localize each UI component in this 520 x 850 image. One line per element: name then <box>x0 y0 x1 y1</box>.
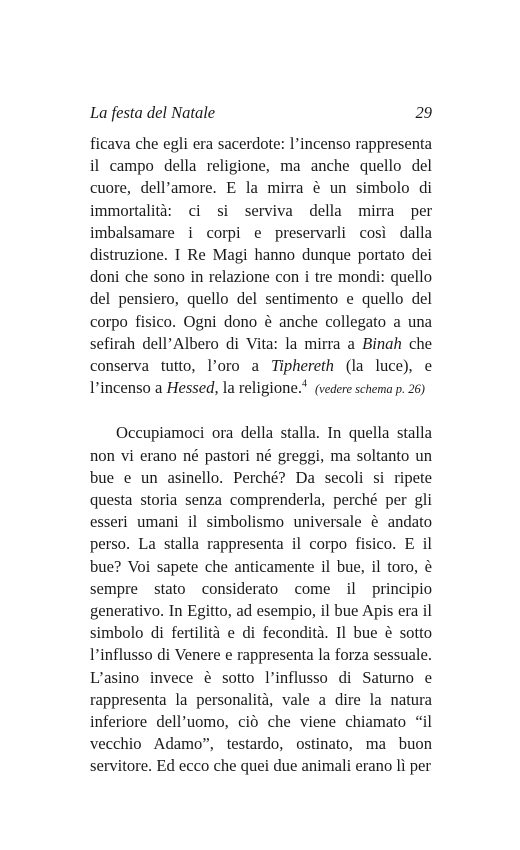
chapter-title: La festa del Natale <box>90 103 216 122</box>
paragraph-1-text-b: che conserva tutto, l’oro a <box>90 333 432 376</box>
body-text <box>90 133 432 778</box>
paragraph-1-text-c: (la luce), e l’incenso a <box>90 356 432 398</box>
page-number: 29 <box>415 103 432 122</box>
schema-reference-note: (vedere schema p. 26) <box>314 382 425 397</box>
term-tiphereth: Tiphereth <box>270 356 334 376</box>
footnote-marker: 4 <box>301 378 307 390</box>
paragraph-2: Occupiamoci ora della stalla. In quella stalla non vi erano né pastori né greggi, ma soltanto un bue e un asinello. Perché? Da secoli si ripete questa storia senza comprenderla, perché per gli esseri umani il simbolismo universale è andato perso. La stalla rappresenta il corpo fisico. E il bue? Voi sapete che anticamente il bue, il toro, è sempre stato considerato come il principio generativo. In Egitto, ad esempio, il bue Apis era il simbolo di fertilità e di fecondità. Il bue è sotto l’influsso di Venere e rappresenta la forza sessuale. L’asino invece è sotto l’influsso di Saturno e rappresenta la personalità, vale a dire la natura inferiore dell’uomo, ciò che viene chiamato “il vecchio Adamo”, testardo, ostinato, ma buon servitore. Ed ecco che quei due animali erano lì per <box>90 423 432 776</box>
paragraph-1 <box>90 133 432 400</box>
term-hessed: Hessed <box>166 378 215 398</box>
paragraph-1-text-d: , la religione. <box>214 378 302 398</box>
running-header <box>90 103 432 123</box>
term-binah: Binah <box>362 333 402 353</box>
paragraph-1-text-a: ficava che egli era sacerdote: l’incenso rappresenta il campo della religione, ma anche quello del cuore, dell’amore. E la mirra è un simbolo di immortalità: ci si serviva della mirra per imbalsamare i corpi e preservarli così dalla distruzione. I Re Magi hanno dunque portato dei doni che sono in relazione con i tre mondi: quello del pensiero, quello del sentimento e quello del corpo fisico. Ogni dono è anche collegato a una sefirah dell’Albero di Vita: la mirra a <box>90 134 432 353</box>
book-page <box>90 103 432 778</box>
